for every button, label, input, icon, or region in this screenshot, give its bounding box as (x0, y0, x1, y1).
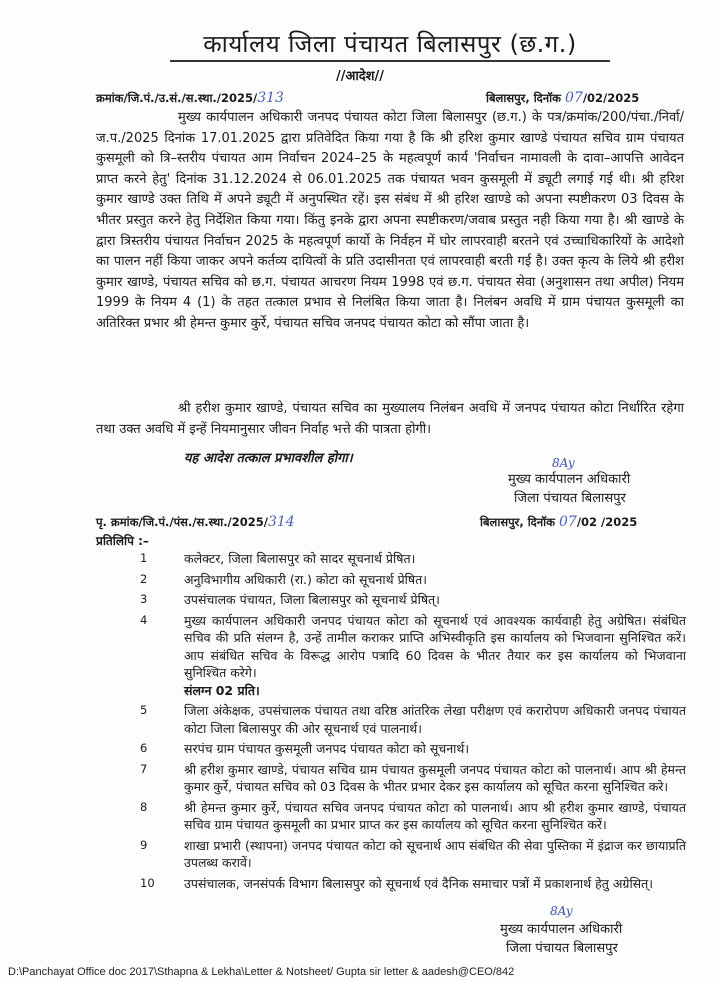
file-path-footer: D:\Panchayat Office doc 2017\Sthapna & Lekha\Letter & Notsheet/ Gupta sir letter & aadesh@CEO/842 (8, 966, 515, 978)
order-number-handwritten: 313 (257, 90, 284, 106)
order-paragraph-2-text: श्री हरीश कुमार खाण्डे, पंचायत सचिव का मुख्यालय निलंबन अवधि में जनपद पंचायत कोटा निर्धारित रहेगा तथा उक्त अवधि में इन्हें नियमानुसार जीवन निर्वाह भत्ते की पात्रता होगी। (96, 401, 684, 437)
order-date (486, 90, 639, 106)
office-title: कार्यालय जिला पंचायत बिलासपुर (छ.ग.) (170, 30, 610, 62)
signature-scribble: 8Ay (550, 904, 573, 918)
signature-scribble: 8Ay (552, 456, 575, 470)
order-heading: //आदेश// (335, 69, 385, 84)
order-paragraph-1-text: मुख्य कार्यपालन अधिकारी जनपद पंचायत कोटा जिला बिलासपुर (छ.ग.) के पत्र/क्रमांक/200/पंचा./निर्वा/ज.प./2025 दिनांक 17.01.2025 द्वारा प्रतिवेदित किया गया है कि श्री हरिश कुमार खाण्डे पंचायत सचिव ग्राम पंचायत कुसमूली को त्रि–स्तरीय पंचायत आम निर्वाचन 2024–25 के महत्वपूर्ण कार्य 'निर्वाचन नामावली के दावा–आपत्ति आवेदन प्राप्त करने हेतु' दिनांक 31.12.2024 से 06.01.2025 तक पंचायत भवन कुसमूली में ड्यूटी लगाई गई थी। श्री हरिश कुमार खाण्डे उक्त तिथि में अपने ड्यूटी में अनुपस्थित रहें। इस संबंध में श्री हरिश खाण्डे को अपना स्पष्टीकरण 03 दिवस के भीतर प्रस्तुत करने हेतु निर्देशित किया गया। किंतु इनके द्वारा अपना स्पष्टीकरण/जवाब प्रस्तुत नही किया गया है। श्री खाण्डे के द्वारा त्रिस्तरीय पंचायत निर्वाचन 2025 के महत्वपूर्ण कार्यो के निर्वहन में घोर लापरवाही बरतने एवं उच्चाधिकारियों के आदेशो का पालन नहीं किया जाकर अपने कर्तव्य दायित्वों के प्रति उदासीनता एवं लापरवाही बरती गई है। उक्त कृत्य के लिये श्री हरीश कुमार खाण्डे, पंचायत सचिव को छ.ग. पंचायत आचरण नियम 1998 एवं छ.ग. पंचायत सेवा (अनुशासन तथा अपील) नियम 1999 के नियम 4 (1) के तहत तत्काल प्रभाव से निलंबित किया जाता है। निलंबन अवधि में ग्राम पंचायत कुसमूली का अतिरिक्त प्रभार श्री हेमन्त कुमार कुर्रे, पंचायत सचिव जनपद पंचायत कोटा को सौंपा जाता है। (96, 110, 684, 331)
signature-block-2 (500, 904, 623, 958)
list-item: 1 कलेक्टर, जिला बिलासपुर को सादर सूचनार्थ प्रेषित। (140, 551, 416, 566)
signature-office: जिला पंचायत बिलासपुर (506, 941, 618, 956)
list-item: 8 श्री हेमन्त कुमार कुर्रे, पंचायत सचिव जनपद पंचायत कोटा को पालनार्थ। आप श्री हरीश कुमार खाण्डे, पंचायत सचिव ग्राम पंचायत कुसमूली का प्रभार प्राप्त कर इस कार्यालय को सूचित करना सुनिश्चित करें। (140, 799, 686, 832)
signature-block-1 (508, 456, 631, 508)
copy-reference-prefix: पृ. क्रमांक/जि.पं./पंस./स.स्था./2025/ (96, 515, 268, 529)
list-item: 2 अनुविभागीय अधिकारी (रा.) कोटा को सूचनार्थ प्रेषित। (140, 571, 428, 587)
effective-note: यह आदेश तत्काल प्रभावशील होगा। (184, 451, 353, 466)
copy-reference (96, 514, 295, 530)
order-day-handwritten: 07 (565, 90, 583, 106)
order-reference-prefix: क्रमांक/जि.पं./उ.सं./स.स्था./2025/ (96, 91, 258, 105)
copy-label: प्रतिलिपि :– (96, 534, 149, 548)
order-date-prefix: बिलासपुर, दिनॉक (486, 91, 561, 105)
signature-designation: मुख्य कार्यपालन अधिकारी (508, 472, 631, 487)
order-month-year: /02/2025 (582, 91, 640, 105)
list-item: 7 श्री हरीश कुमार खाण्डे, पंचायत सचिव ग्राम पंचायत कुसमूली जनपद पंचायत कोटा को पालनार्थ। आप श्री हेमन्त कुमार कुर्रे, पंचायत सचिव को 03 दिवस के भीतर प्रभार देकर इस कार्यालय को सूचित करना सुनिश्चित करे। (140, 761, 686, 794)
list-item: 6 सरपंच ग्राम पंचायत कुसमूली जनपद पंचायत कोटा को सूचनार्थ। (140, 741, 470, 756)
order-paragraph-2 (96, 399, 684, 440)
signature-designation: मुख्य कार्यपालन अधिकारी (500, 922, 623, 937)
copy-day-handwritten: 07 (559, 514, 577, 530)
enclosure-note: संलग्न 02 प्रति। (184, 682, 260, 698)
list-item: 9 शाखा प्रभारी (स्थापना) जनपद पंचायत कोटा को सूचनार्थ आप संबंधित की सेवा पुस्तिका में इंद्राज कर छायाप्रति उपलब्ध करावें। (140, 837, 686, 870)
signature-office: जिला पंचायत बिलासपुर (514, 491, 626, 506)
list-item: 4 मुख्य कार्यपालन अधिकारी जनपद पंचायत कोटा को सूचनार्थ एवं आवश्यक कार्यवाही हेतु अग्रेषित। संबंधित सचिव की प्रति संलग्न है, उन्हें तामील कराकर प्राप्ति अभिस्वीकृति इस कार्यालय को भिजवाना सुनिश्चित करें। आप संबंधित सचिव के विरूद्ध आरोप पत्रादि 60 दिवस के भीतर तैयार कर इस कार्यालय को भिजवाना सुनिश्चित करेगे। संलग्न 02 प्रति। (140, 612, 686, 698)
order-paragraph-1 (96, 108, 684, 335)
order-reference (96, 90, 284, 106)
copy-list (96, 550, 686, 895)
copy-month-year: /02 /2025 (576, 515, 638, 529)
list-item: 3 उपसंचालक पंचायत, जिला बिलासपुर को सूचनार्थ प्रेषित्। (140, 592, 440, 607)
copy-date (480, 514, 637, 530)
copy-number-handwritten: 314 (267, 514, 295, 530)
list-item: 5 जिला अंकेक्षक, उपसंचालक पंचायत तथा वरिष्ठ आंतरिक लेखा परीक्षण एवं करारोपण अधिकारी जनपद पंचायत कोटा जिला बिलासपुर की ओर सूचनार्थ एवं पालनार्थ। (140, 703, 686, 736)
list-item: 10 उपसंचालक, जनसंपर्क विभाग बिलासपुर को सूचनार्थ एवं दैनिक समाचार पत्रों में प्रकाशनार्थ हेतु अग्रेसित्। (140, 875, 653, 891)
copy-date-prefix: बिलासपुर, दिनॉक (480, 515, 555, 529)
